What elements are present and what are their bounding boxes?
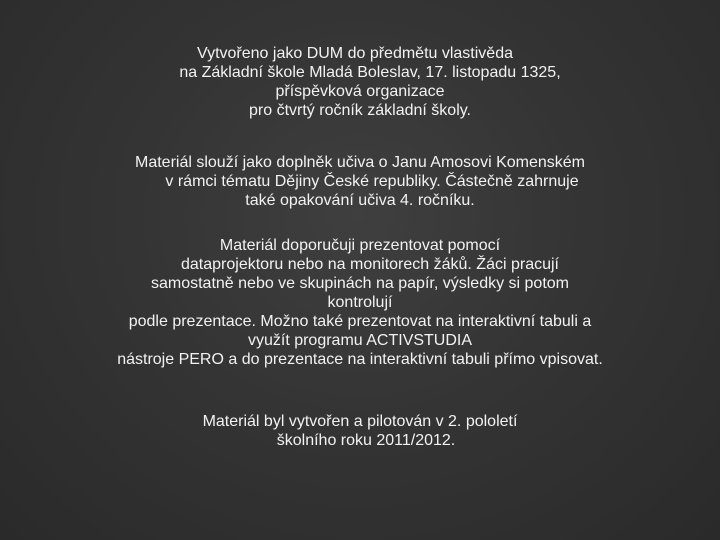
text-line: Vytvořeno jako DUM do předmětu vlastivěda	[197, 45, 513, 62]
paragraph-material-purpose	[0, 153, 720, 210]
text-line: Materiál byl vytvořen a pilotován v 2. pololetí	[202, 413, 518, 430]
text-line: nástroje PERO a do prezentace na interaktivní tabuli přímo vpisovat.	[117, 351, 603, 368]
text-line: školního roku 2011/2012.	[276, 432, 456, 449]
paragraph-usage-recommendation	[0, 236, 720, 369]
text-line: samostatně nebo ve skupinách na papír, výsledky si potom	[150, 275, 569, 292]
text-line: Materiál slouží jako doplněk učiva o Janu Amosovi Komenském	[135, 154, 585, 171]
text-line: kontrolují	[327, 294, 393, 311]
text-line: na Základní škole Mladá Boleslav, 17. listopadu 1325,	[179, 64, 561, 81]
text-line: pro čtvrtý ročník základní školy.	[249, 102, 471, 119]
text-line: Materiál doporučuji prezentovat pomocí	[219, 237, 501, 254]
text-line: v rámci tématu Dějiny České republiky. Částečně zahrnuje	[165, 173, 579, 190]
paragraph-creation-info	[0, 44, 720, 120]
text-line: podle prezentace. Možno také prezentovat na interaktivní tabuli a	[128, 313, 592, 330]
text-line: využít programu ACTIVSTUDIA	[247, 332, 473, 349]
text-line: dataprojektoru nebo na monitorech žáků. Žáci pracují	[181, 256, 559, 273]
text-line: příspěvková organizace	[275, 83, 445, 100]
paragraph-pilot-info	[0, 412, 720, 450]
text-line: také opakování učiva 4. ročníku.	[245, 192, 475, 209]
